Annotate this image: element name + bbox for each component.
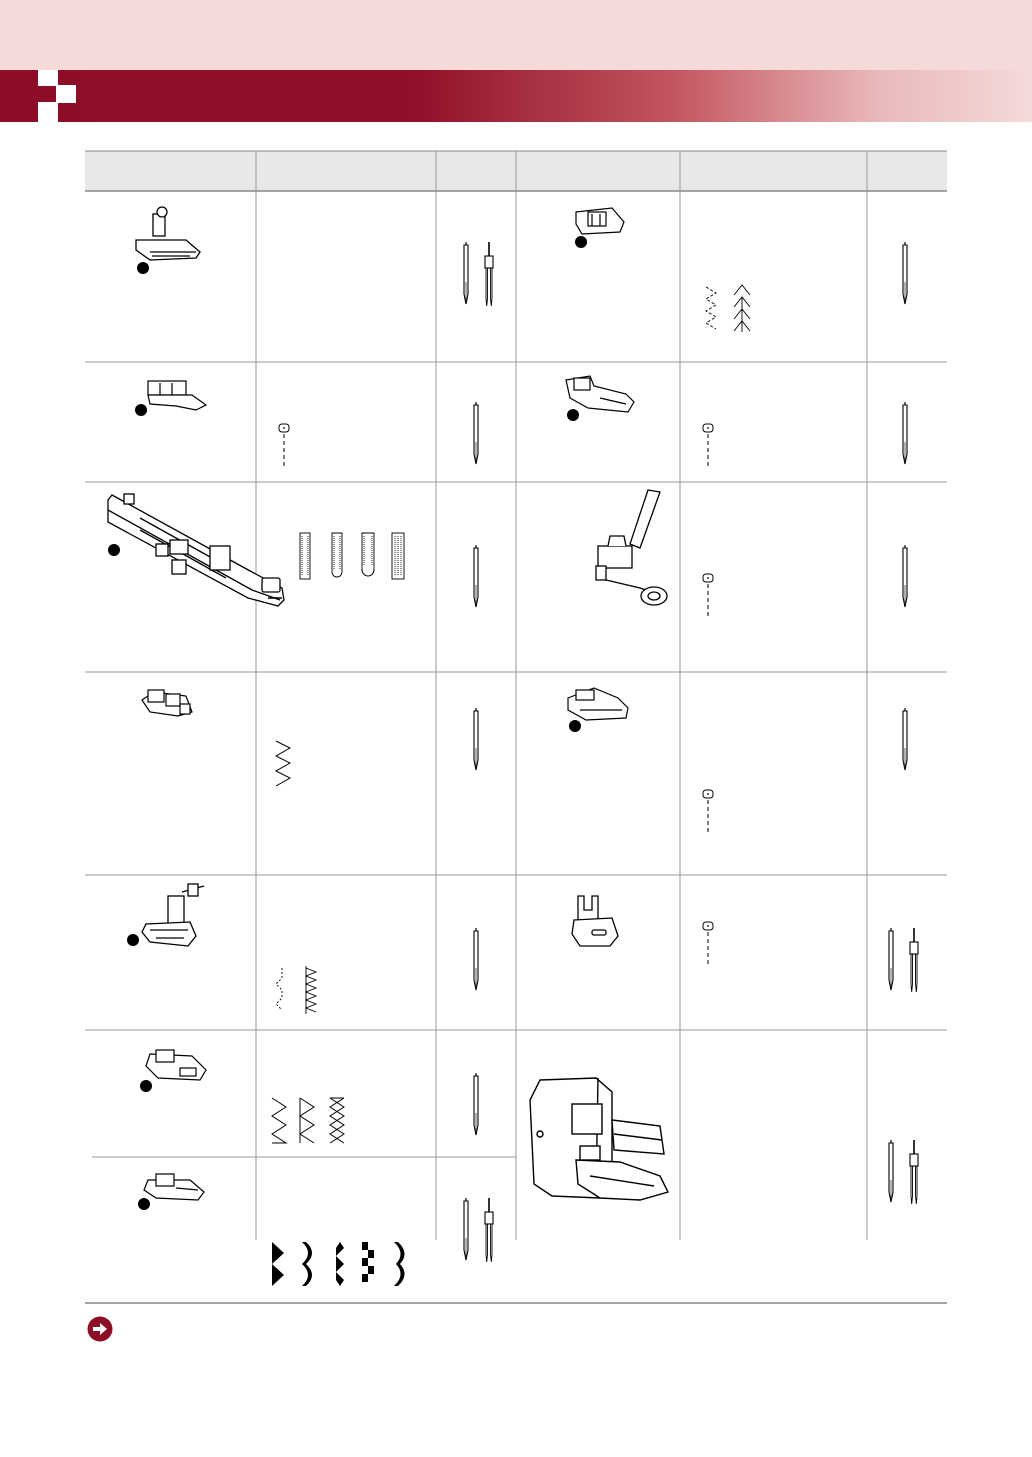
arrow-right-icon [87, 1316, 113, 1342]
presser-foot-icon [136, 207, 200, 260]
